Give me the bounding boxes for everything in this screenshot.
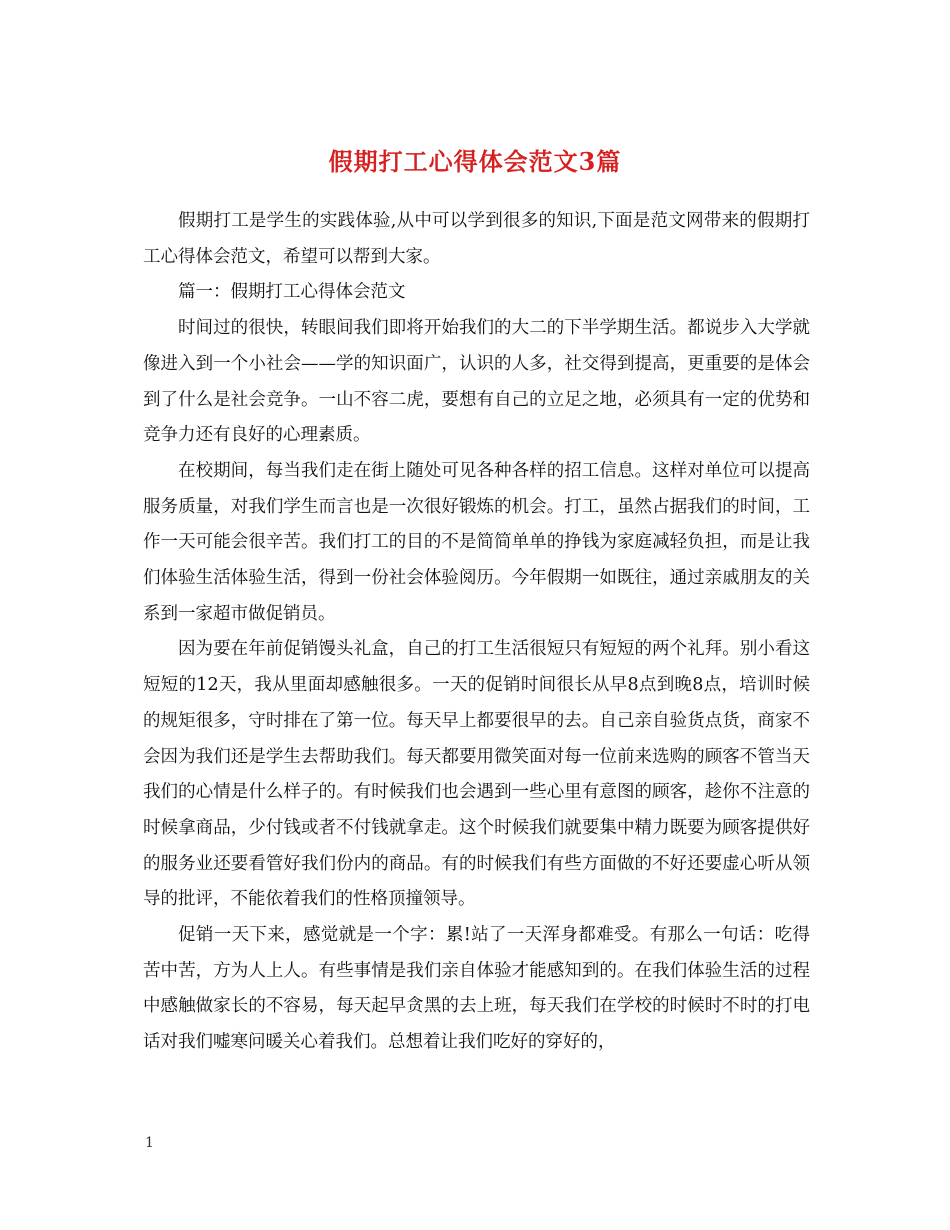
section-heading: 篇一：假期打工心得体会范文 [178, 282, 406, 303]
body-paragraph: 因为要在年前促销馒头礼盒，自己的打工生活很短只有短短的两个礼拜。别小看这短短的12天，我从里面却感触很多。一天的促销时间很长从早8点到晚8点，培训时候的规矩很多，守时排在了第一位。每天早上都要很早的去。自己亲自验货点货，商家不会因为我们还是学生去帮助我们。每天都要用微笑面对每一位前来选购的顾客不管当天我们的心情是什么样子的。有时候我们也会遇到一些心里有意图的顾客，趁你不注意的时候拿商品，少付钱或者不付钱就拿走。这个时候我们就要集中精力既要为顾客提供好的服务业还要看管好我们份内的商品。有的时候我们有些方面做的不好还要虚心听从领导的批评，不能依着我们的性格顶撞领导。 [143, 639, 810, 910]
body-paragraph: 在校期间，每当我们走在街上随处可见各种各样的招工信息。这样对单位可以提高服务质量，对我们学生而言也是一次很好锻炼的机会。打工，虽然占据我们的时间，工作一天可能会很辛苦。我们打工的目的不是简简单单的挣钱为家庭减轻负担，而是让我们体验生活体验生活，得到一份社会体验阅历。今年假期一如既往，通过亲戚朋友的关系到一家超市做促销员。 [143, 460, 810, 624]
page-number: 1 [145, 1135, 154, 1151]
body-paragraph: 促销一天下来，感觉就是一个字：累!站了一天浑身都难受。有那么一句话：吃得苦中苦，方为人上人。有些事情是我们亲自体验才能感知到的。在我们体验生活的过程中感触做家长的不容易，每天起早贪黑的去上班，每天我们在学校的时候时不时的打电话对我们嘘寒问暖关心着我们。总想着让我们吃好的穿好的， [143, 925, 810, 1053]
document-body [143, 204, 810, 1061]
intro-paragraph: 假期打工是学生的实践体验,从中可以学到很多的知识,下面是范文网带来的假期打工心得体会范文，希望可以帮到大家。 [143, 211, 810, 267]
body-paragraph: 时间过的很快，转眼间我们即将开始我们的大二的下半学期生活。都说步入大学就像进入到一个小社会——学的知识面广，认识的人多，社交得到提高，更重要的是体会到了什么是社会竞争。一山不容二虎，要想有自己的立足之地，必须具有一定的优势和竞争力还有良好的心理素质。 [143, 318, 810, 446]
document-title: 假期打工心得体会范文3篇 [328, 147, 622, 177]
